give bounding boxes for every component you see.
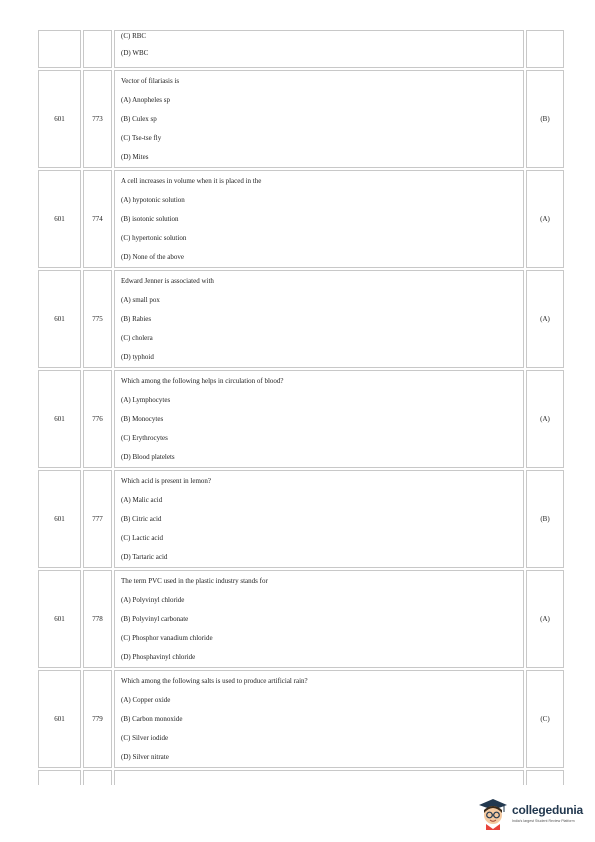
question-cell: [114, 470, 524, 568]
option-text: (A) hypotonic solution: [121, 196, 185, 204]
question-text: Which acid is present in lemon?: [121, 477, 211, 485]
answer-cell: (B): [526, 70, 564, 168]
question-cell: [114, 370, 524, 468]
option-text: (D) typhoid: [121, 353, 154, 361]
code-cell: 601: [38, 670, 81, 768]
empty-cell: [526, 770, 564, 785]
answer-cell: [526, 30, 564, 68]
question-text: Which among the following helps in circulation of blood?: [121, 377, 284, 385]
code-cell: 601: [38, 470, 81, 568]
code-cell: 601: [38, 370, 81, 468]
option-text: (C) Lactic acid: [121, 534, 163, 542]
option-text: (C) Silver iodide: [121, 734, 169, 742]
table-row: [38, 170, 564, 268]
answer-cell: (C): [526, 670, 564, 768]
brand-tagline: India's largest Student Review Platform: [512, 819, 575, 823]
question-cell: [114, 30, 524, 68]
question-cell: [114, 270, 524, 368]
table-row-continued: [38, 30, 564, 68]
empty-cell: [83, 770, 112, 785]
code-cell: 601: [38, 570, 81, 668]
empty-cell: [114, 770, 524, 785]
option-text: (D) WBC: [121, 49, 149, 57]
option-text: (D) Silver nitrate: [121, 753, 169, 761]
brand-logo: [478, 798, 588, 832]
question-text: Which among the following salts is used to produce artificial rain?: [121, 677, 308, 685]
table-row: [38, 70, 564, 168]
question-table-body: [38, 30, 564, 785]
number-cell: 775: [83, 270, 112, 368]
table-row: [38, 570, 564, 668]
option-text: (D) None of the above: [121, 253, 184, 261]
option-text: (A) Copper oxide: [121, 696, 171, 704]
option-text: (D) Tartaric acid: [121, 553, 168, 561]
student-mascot-icon: [478, 798, 508, 830]
code-cell: 601: [38, 170, 81, 268]
option-text: (C) hypertonic solution: [121, 234, 187, 242]
option-text: (A) Anopheles sp: [121, 96, 170, 104]
option-text: (A) Polyvinyl chloride: [121, 596, 185, 604]
option-text: (D) Phosphavinyl chloride: [121, 653, 196, 661]
number-cell: 773: [83, 70, 112, 168]
option-text: (B) Monocytes: [121, 415, 164, 423]
answer-cell: (A): [526, 570, 564, 668]
option-text: (C) Tse-tse fly: [121, 134, 162, 142]
question-cell: [114, 570, 524, 668]
question-text: Vector of filariasis is: [121, 77, 180, 85]
option-text: (B) Polyvinyl carbonate: [121, 615, 189, 623]
brand-name: collegedunia: [512, 803, 583, 817]
code-cell: 601: [38, 270, 81, 368]
option-text: (B) Carbon monoxide: [121, 715, 183, 723]
option-text: (D) Mites: [121, 153, 149, 161]
number-cell: 778: [83, 570, 112, 668]
empty-cell: [38, 770, 81, 785]
option-text: (B) Citric acid: [121, 515, 162, 523]
answer-cell: (A): [526, 370, 564, 468]
option-text: (C) RBC: [121, 32, 147, 40]
option-text: (B) Rabies: [121, 315, 152, 323]
answer-cell: (A): [526, 270, 564, 368]
option-text: (B) isotonic solution: [121, 215, 179, 223]
number-cell: 776: [83, 370, 112, 468]
question-cell: [114, 670, 524, 768]
answer-cell: (B): [526, 470, 564, 568]
number-cell: 779: [83, 670, 112, 768]
code-cell: 601: [38, 70, 81, 168]
option-text: (C) cholera: [121, 334, 153, 342]
option-text: (A) Lymphocytes: [121, 396, 171, 404]
question-cell: [114, 170, 524, 268]
code-cell: [38, 30, 81, 68]
number-cell: 777: [83, 470, 112, 568]
option-text: (C) Phosphor vanadium chloride: [121, 634, 213, 642]
option-text: (A) small pox: [121, 296, 160, 304]
question-text: A cell increases in volume when it is placed in the: [121, 177, 262, 185]
answer-cell: (A): [526, 170, 564, 268]
question-text: The term PVC used in the plastic industry stands for: [121, 577, 268, 585]
option-text: (B) Culex sp: [121, 115, 157, 123]
table-row: [38, 670, 564, 768]
number-cell: [83, 30, 112, 68]
number-cell: 774: [83, 170, 112, 268]
question-table: [36, 28, 566, 787]
table-row: [38, 470, 564, 568]
table-row: [38, 270, 564, 368]
table-row-continues: [38, 770, 564, 785]
table-row: [38, 370, 564, 468]
question-cell: [114, 70, 524, 168]
option-text: (C) Erythrocytes: [121, 434, 168, 442]
question-text: Edward Jenner is associated with: [121, 277, 214, 285]
option-text: (A) Malic acid: [121, 496, 163, 504]
option-text: (D) Blood platelets: [121, 453, 175, 461]
